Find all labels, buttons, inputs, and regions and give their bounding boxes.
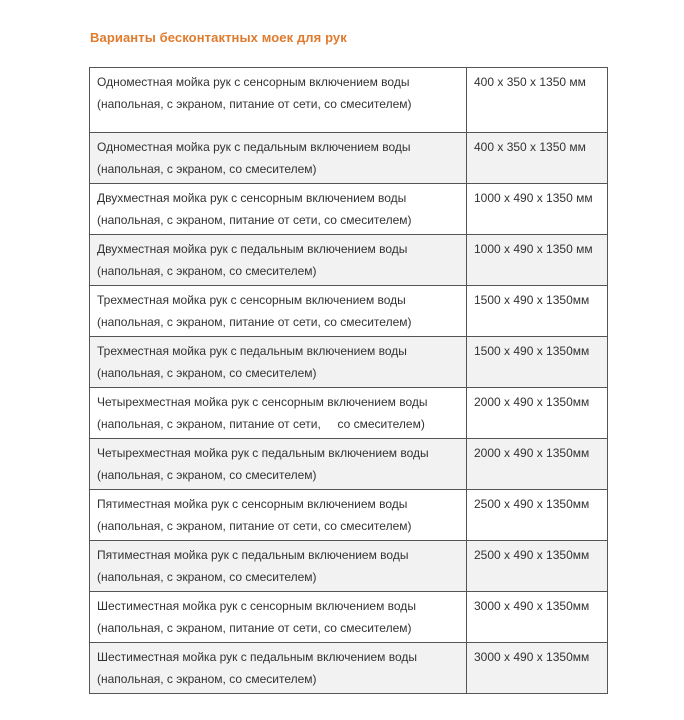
description-line: Пятиместная мойка рук с педальным включением воды [97,548,409,562]
dimensions-cell: 400 х 350 х 1350 мм [467,133,608,184]
description-details: (напольная, с экраном, со смесителем) [97,672,317,686]
dimensions-cell: 1500 х 490 х 1350мм [467,286,608,337]
dimensions-cell: 2500 х 490 х 1350мм [467,490,608,541]
description-cell [90,235,467,286]
table-row [90,337,608,388]
variants-table [89,67,608,694]
description-line: Трехместная мойка рук с сенсорным включением воды [97,293,406,307]
table-row [90,184,608,235]
description-details: (напольная, с экраном, питание от сети, со смесителем) [97,519,412,533]
table-row [90,490,608,541]
table-row [90,235,608,286]
description-details: (напольная, с экраном, со смесителем) [97,570,317,584]
description-cell [90,184,467,235]
description-cell [90,286,467,337]
description-cell [90,592,467,643]
table-row [90,439,608,490]
description-cell [90,337,467,388]
description-details: (напольная, с экраном, питание от сети, со смесителем) [97,621,412,635]
description-line: Шестиместная мойка рук с сенсорным включением воды [97,599,416,613]
description-details: (напольная, с экраном, питание от сети, со смесителем) [97,97,412,111]
description-line: Шестиместная мойка рук с педальным включением воды [97,650,417,664]
dimensions-cell: 2000 х 490 х 1350мм [467,388,608,439]
description-details: (напольная, с экраном, со смесителем) [97,468,317,482]
dimensions-cell: 1000 х 490 х 1350 мм [467,235,608,286]
description-line: Четырехместная мойка рук с педальным включением воды [97,446,429,460]
description-details: (напольная, с экраном, питание от сети, со смесителем) [97,417,425,431]
description-cell [90,388,467,439]
dimensions-cell: 2000 х 490 х 1350мм [467,439,608,490]
description-cell [90,133,467,184]
description-details: (напольная, с экраном, питание от сети, со смесителем) [97,315,412,329]
description-details: (напольная, с экраном, питание от сети, со смесителем) [97,213,412,227]
table-row [90,541,608,592]
table-row [90,388,608,439]
description-cell [90,490,467,541]
description-details: (напольная, с экраном, со смесителем) [97,366,317,380]
table-row [90,643,608,694]
description-cell [90,541,467,592]
description-line: Пятиместная мойка рук с сенсорным включением воды [97,497,408,511]
description-line: Четырехместная мойка рук с сенсорным включением воды [97,395,428,409]
dimensions-cell: 2500 х 490 х 1350мм [467,541,608,592]
description-line: Двухместная мойка рук с сенсорным включением воды [97,191,407,205]
dimensions-cell: 1000 х 490 х 1350 мм [467,184,608,235]
table-row [90,133,608,184]
dimensions-cell: 1500 х 490 х 1350мм [467,337,608,388]
description-details: (напольная, с экраном, со смесителем) [97,162,317,176]
page-title: Варианты бесконтактных моек для рук [90,30,347,45]
description-line: Трехместная мойка рук с педальным включением воды [97,344,407,358]
dimensions-cell: 3000 х 490 х 1350мм [467,643,608,694]
description-line: Одноместная мойка рук с педальным включением воды [97,140,411,154]
description-cell [90,643,467,694]
table-row [90,286,608,337]
table-row [90,68,608,133]
description-cell [90,439,467,490]
table-row [90,592,608,643]
description-cell [90,68,467,133]
description-line: Двухместная мойка рук с педальным включением воды [97,242,408,256]
description-details: (напольная, с экраном, со смесителем) [97,264,317,278]
description-line: Одноместная мойка рук с сенсорным включением воды [97,75,410,89]
dimensions-cell: 400 х 350 х 1350 мм [467,68,608,133]
dimensions-cell: 3000 х 490 х 1350мм [467,592,608,643]
